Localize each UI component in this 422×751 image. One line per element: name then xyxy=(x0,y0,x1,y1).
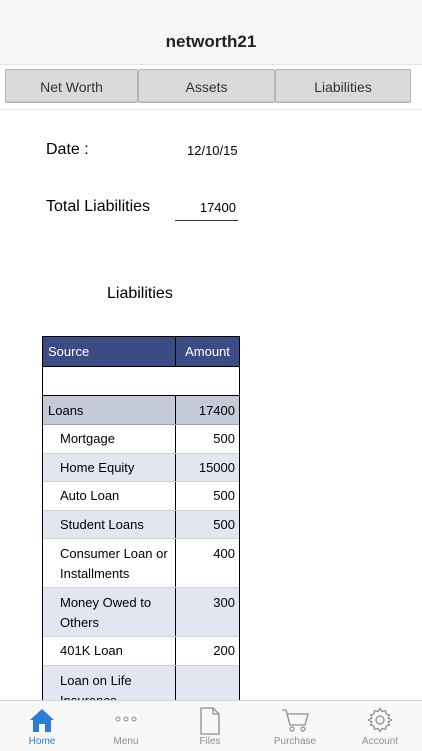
date-label: Date : xyxy=(46,141,89,158)
blank-cell-amount xyxy=(176,367,239,395)
tab-assets[interactable]: Assets xyxy=(138,69,275,103)
tabbar-account[interactable] xyxy=(338,701,422,751)
gear-icon xyxy=(367,707,393,738)
row-source: Auto Loan xyxy=(43,482,176,510)
navigation-bar xyxy=(0,0,422,65)
tabbar-menu[interactable] xyxy=(84,701,168,751)
table-row[interactable] xyxy=(43,588,239,637)
row-amount: 300 xyxy=(213,595,235,610)
total-liabilities-value[interactable]: 17400 xyxy=(199,200,236,215)
blank-cell xyxy=(43,367,176,395)
row-source: Mortgage xyxy=(43,425,176,453)
tabbar-label: Purchase xyxy=(273,736,317,747)
date-value: 12/10/15 xyxy=(187,143,238,158)
row-source: Consumer Loan or Installments xyxy=(43,539,176,587)
more-icon xyxy=(113,707,139,738)
table-header-row xyxy=(43,337,239,367)
table-blank-row xyxy=(43,367,239,396)
row-amount: 500 xyxy=(213,488,235,503)
tab-net-worth[interactable]: Net Worth xyxy=(5,69,138,103)
row-source: Home Equity xyxy=(43,454,176,482)
total-underline xyxy=(175,220,238,221)
row-source: Student Loans xyxy=(43,511,176,539)
section-title: Liabilities xyxy=(107,285,173,302)
home-icon xyxy=(29,707,55,738)
row-source: Money Owed to Others xyxy=(43,588,176,636)
tabbar-home[interactable] xyxy=(0,701,84,751)
tabbar-files[interactable] xyxy=(168,701,252,751)
table-row[interactable] xyxy=(43,482,239,511)
tabbar-purchase[interactable] xyxy=(253,701,337,751)
tabbar-label: Home xyxy=(28,736,56,747)
row-amount: 15000 xyxy=(198,459,235,475)
row-amount: 200 xyxy=(213,643,235,658)
table-row[interactable] xyxy=(43,539,239,588)
header-amount: Amount xyxy=(185,344,230,359)
row-amount: 500 xyxy=(213,431,235,446)
segment-divider xyxy=(0,109,422,110)
table-row[interactable] xyxy=(43,637,239,666)
header-source: Source xyxy=(43,337,176,366)
app-title: networth21 xyxy=(165,32,257,51)
table-row[interactable] xyxy=(43,511,239,540)
row-amount: 400 xyxy=(213,546,235,561)
tabbar-label: Files xyxy=(199,736,221,747)
row-amount: 500 xyxy=(213,516,235,532)
tab-bar xyxy=(0,700,422,751)
total-liabilities-label: Total Liabilities xyxy=(46,198,151,215)
liabilities-table xyxy=(42,336,240,715)
cart-icon xyxy=(281,707,309,738)
group-source: Loans xyxy=(43,396,176,424)
row-source: Loan on Life xyxy=(43,666,176,714)
table-row[interactable] xyxy=(43,454,239,483)
tabbar-label: Account xyxy=(361,736,399,747)
tab-liabilities[interactable]: Liabilities xyxy=(275,69,411,103)
table-group-row[interactable] xyxy=(43,396,239,425)
tabbar-label: Menu xyxy=(113,736,139,747)
table-row[interactable] xyxy=(43,425,239,454)
group-amount: 17400 xyxy=(198,403,235,418)
row-source: 401K Loan xyxy=(43,637,176,665)
